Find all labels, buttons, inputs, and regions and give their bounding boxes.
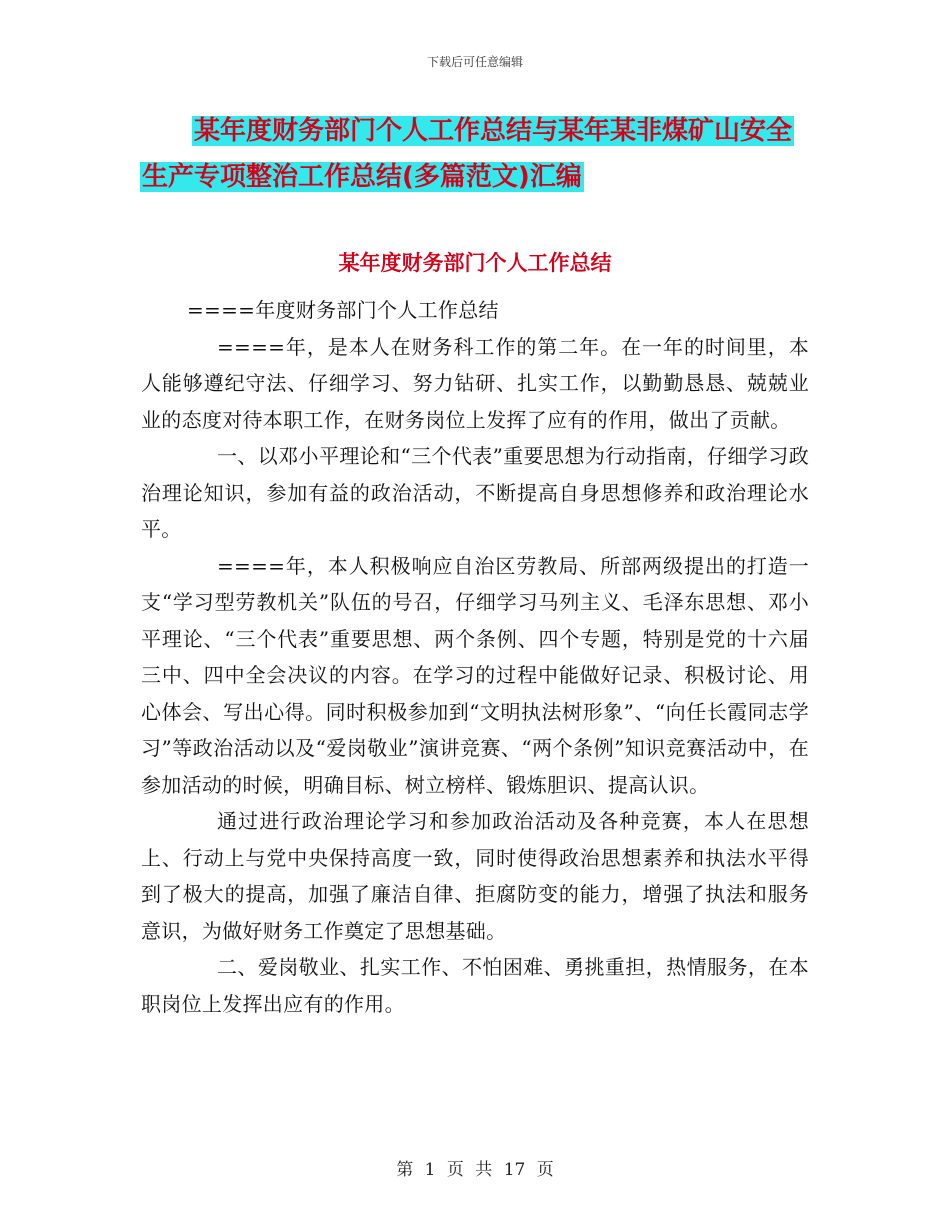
paragraph: 通过进行政治理论学习和参加政治活动及各种竞赛，本人在思想上、行动上与党中央保持高度一致，同时使得政治思想素养和执法水平得到了极大的提高，加强了廉洁自律、拒腐防变的能力，增强了执法和服务意识，为做好财务工作奠定了思想基础。 [141,809,809,943]
section-title: 某年度财务部门个人工作总结 [338,251,612,275]
page-footer: 第 1 页 共 17 页 [396,1160,554,1180]
paragraph: 一、以邓小平理论和“三个代表”重要思想为行动指南，仔细学习政治理论知识，参加有益的政治活动，不断提高自身思想修养和政治理论水平。 [141,444,809,541]
title-line-2 [140,154,810,200]
paragraph: ====年，本人积极响应自治区劳教局、所部两级提出的打造一支“学习型劳教机关”队伍的号召，仔细学习马列主义、毛泽东思想、邓小平理论、“三个代表”重要思想、两个条例、四个专题，特别是党的十六届三中、四中全会决议的内容。在学习的过程中能做好记录、积极讨论、用心体会、写出心得。同时积极参加到“文明执法树形象”、“向任长霞同志学习”等政治活动以及“爱岗敬业”演讲竞赛、“两个条例”知识竞赛活动中，在参加活动的时候，明确目标、树立榜样、锻炼胆识、提高认识。 [141,553,809,797]
document-title [140,108,810,200]
title-line-2-text: 生产专项整治工作总结(多篇范文)汇编 [142,162,582,192]
paragraph: ====年，是本人在财务科工作的第二年。在一年的时间里，本人能够遵纪守法、仔细学习、努力钻研、扎实工作，以勤勤恳恳、兢兢业业的态度对待本职工作，在财务岗位上发挥了应有的作用，做出了贡献。 [141,334,809,432]
body-text [141,292,809,1022]
header-note: 下载后可任意编辑 [426,55,523,69]
title-line-1-text: 某年度财务部门个人工作总结与某年某非煤矿山安全 [194,116,793,146]
title-line-1 [140,108,810,154]
paragraph-heading: ====年度财务部门个人工作总结 [187,298,499,322]
paragraph: 二、爱岗敬业、扎实工作、不怕困难、勇挑重担，热情服务，在本职岗位上发挥出应有的作用。 [141,955,809,1016]
